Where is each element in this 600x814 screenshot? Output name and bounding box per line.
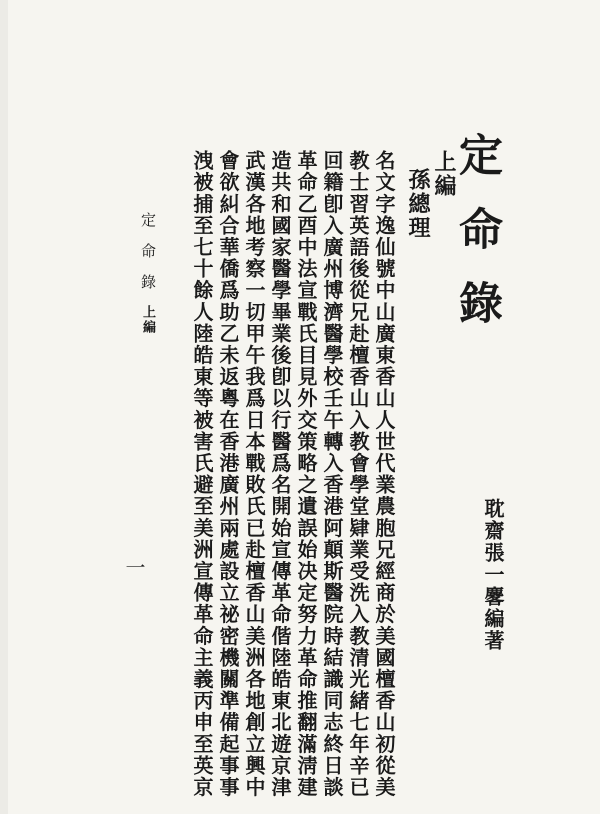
subject-heading: 孫總理 <box>405 168 431 240</box>
text-column-4: 革命乙酉中法宣戰氏目見外交策略之遺誤始决定努力革命推翻滿淸建 <box>294 150 318 798</box>
author-line: 耽齋張一𪊲編著 <box>481 498 505 652</box>
page-number: 一 <box>122 557 146 577</box>
text-column-7: 會欲糾合華僑爲助乙未返粵在香港廣州兩處設立祕密機關準備起事事 <box>216 150 240 798</box>
text-column-6: 武漢各地考察一切甲午我爲日本戰敗氏已赴檀香山美洲各地創立興中 <box>242 150 266 798</box>
page-edge <box>0 0 8 814</box>
section-heading: 上編 <box>431 150 457 198</box>
text-column-5: 造共和國家醫學畢業後卽以行醫爲名開始宣傳革命偕陸皓東北遊京津 <box>268 150 292 798</box>
text-column-2: 教士習英語後從兄赴檀香山入教會學堂肄業受洗入教清光緒七年辛已 <box>346 150 370 798</box>
margin-book-title: 定命錄 <box>139 212 157 305</box>
text-column-1: 名文字逸仙號中山廣東香山人世代業農胞兄經商於美國檀香山初從美 <box>372 150 396 798</box>
margin-volume: 上編 <box>140 305 155 335</box>
page-title: 定命錄 <box>451 132 502 354</box>
text-column-3: 回籍卽入廣州博濟醫學校壬午轉入香港阿顛斯醫院時結識同志終日談 <box>320 150 344 798</box>
text-column-8: 洩被捕至七十餘人陸皓東等被害氏避至美洲宣傳革命主義丙申至英京 <box>190 150 214 798</box>
